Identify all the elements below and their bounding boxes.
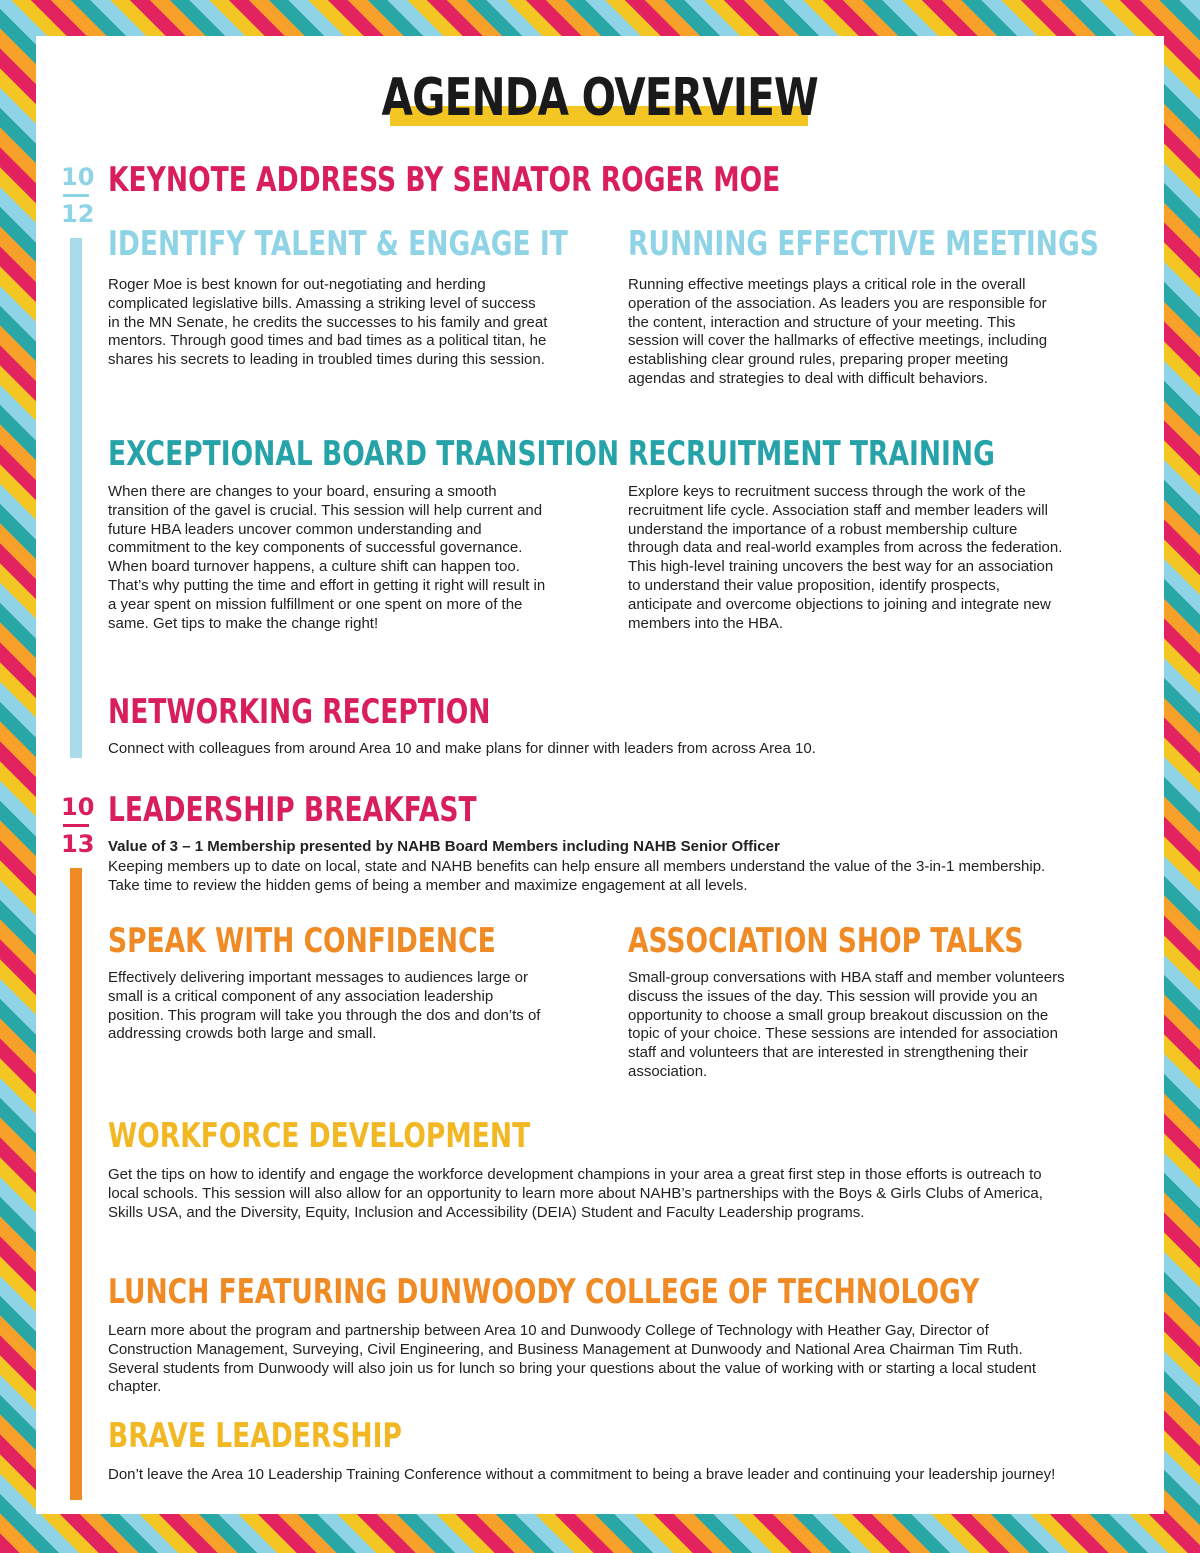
session-body: Running effective meetings plays a critical role in the overall operation of the association. As leaders you are responsible for the content, interaction and structure of your meeting. This session will cover the hallmarks of effective meetings, including establishing clear ground rules, preparing proper meeting agendas and strategies to deal with difficult behaviors. bbox=[628, 276, 1048, 387]
agenda-panel bbox=[36, 36, 1164, 1514]
session-title: SPEAK WITH CONFIDENCE bbox=[108, 921, 496, 961]
session-body: Get the tips on how to identify and engage the workforce development champions in your area a great first step in those efforts is outreach to local schools. This session will also allow for an opportunity to learn more about NAHB’s partnerships with the Boys & Girls Clubs of America, Skills USA, and the Diversity, Equity, Inclusion and Accessibility (DEIA) Student and Faculty Leadership programs. bbox=[108, 1166, 1043, 1221]
session-title: RUNNING EFFECTIVE MEETINGS bbox=[628, 224, 1099, 264]
day2-month: 10 bbox=[61, 793, 95, 821]
session-body: Effectively delivering important messages to audiences large or small is a critical component of any association leadership position. This program will take you through the dos and don’ts of addressing crowds both large and small. bbox=[108, 969, 541, 1043]
breakfast-body: Keeping members up to date on local, state and NAHB benefits can help ensure all members understand the value of the 3-in-1 membership. Take time to review the hidden gems of being a member and maximize engagement at all levels. bbox=[108, 858, 1046, 894]
session-title: ASSOCIATION SHOP TALKS bbox=[628, 921, 1024, 961]
session-title: BRAVE LEADERSHIP bbox=[108, 1416, 402, 1456]
session-title: NETWORKING RECEPTION bbox=[108, 692, 491, 732]
day1-timeline-bar bbox=[70, 238, 82, 758]
day2-date-divider bbox=[63, 824, 89, 827]
keynote-title: KEYNOTE ADDRESS BY SENATOR ROGER MOE bbox=[108, 160, 781, 200]
day2-date-marker bbox=[61, 793, 95, 858]
session-body: Connect with colleagues from around Area 10 and make plans for dinner with leaders from across Area 10. bbox=[108, 740, 816, 757]
session-body: Don’t leave the Area 10 Leadership Training Conference without a commitment to being a brave leader and continuing your leadership journey! bbox=[108, 1466, 1056, 1483]
title-wrap bbox=[36, 66, 1164, 130]
breakfast-title: LEADERSHIP BREAKFAST bbox=[108, 790, 477, 830]
day2-timeline-bar bbox=[70, 868, 82, 1500]
session-title: RECRUITMENT TRAINING bbox=[628, 434, 995, 474]
session-title: WORKFORCE DEVELOPMENT bbox=[108, 1116, 531, 1156]
session-title: IDENTIFY TALENT & ENGAGE IT bbox=[108, 224, 568, 264]
day1-date-divider bbox=[63, 194, 89, 197]
session-body: Roger Moe is best known for out-negotiating and herding complicated legislative bills. Amassing a striking level of success in the MN Senate, he credits the successes to his family and great mentors. Through good times and bad times as a political titan, he shares his secrets to leading in troubled times during this session. bbox=[108, 276, 548, 369]
breakfast-subtitle: Value of 3 – 1 Membership presented by NAHB Board Members including NAHB Senior Officer bbox=[108, 838, 780, 855]
session-body: Small-group conversations with HBA staff and member volunteers discuss the issues of the day. This session will provide you an opportunity to choose a small group breakout discussion on the topic of your choice. These sessions are intended for association staff and volunteers that are interested in strengthening their association. bbox=[628, 969, 1065, 1080]
day1-month: 10 bbox=[61, 163, 95, 191]
day1-date-marker bbox=[61, 163, 95, 228]
session-title: LUNCH FEATURING DUNWOODY COLLEGE OF TECHNOLOGY bbox=[108, 1272, 980, 1312]
day2-date: 13 bbox=[61, 830, 95, 858]
session-title: EXCEPTIONAL BOARD TRANSITION bbox=[108, 434, 620, 474]
session-body: Learn more about the program and partnership between Area 10 and Dunwoody College of Technology with Heather Gay, Director of Construction Management, Surveying, Civil Engineering, and Business Management at Dunwoody and National Area Chairman Tim Ruth. Several students from Dunwoody will also join us for lunch so bring your questions about the value of working with or starting a local student chapter. bbox=[108, 1322, 1036, 1396]
page-title: AGENDA OVERVIEW bbox=[381, 68, 819, 128]
day1-date: 12 bbox=[61, 200, 95, 228]
session-body: Explore keys to recruitment success through the work of the recruitment life cycle. Association staff and member leaders will understand the importance of a robust membership culture through data and real-world examples from across the federation. This high-level training uncovers the best way for an association to understand their value proposition, identify prospects, anticipate and overcome objections to joining and integrate new members into the HBA. bbox=[628, 483, 1063, 632]
session-body: When there are changes to your board, ensuring a smooth transition of the gavel is crucial. This session will help current and future HBA leaders uncover common understanding and commitment to the key components of successful governance. When board turnover happens, a culture shift can happen too. That’s why putting the time and effort in getting it right will result in a year spent on mission fulfillment or one spent on more of the same. Get tips to make the change right! bbox=[108, 483, 546, 632]
